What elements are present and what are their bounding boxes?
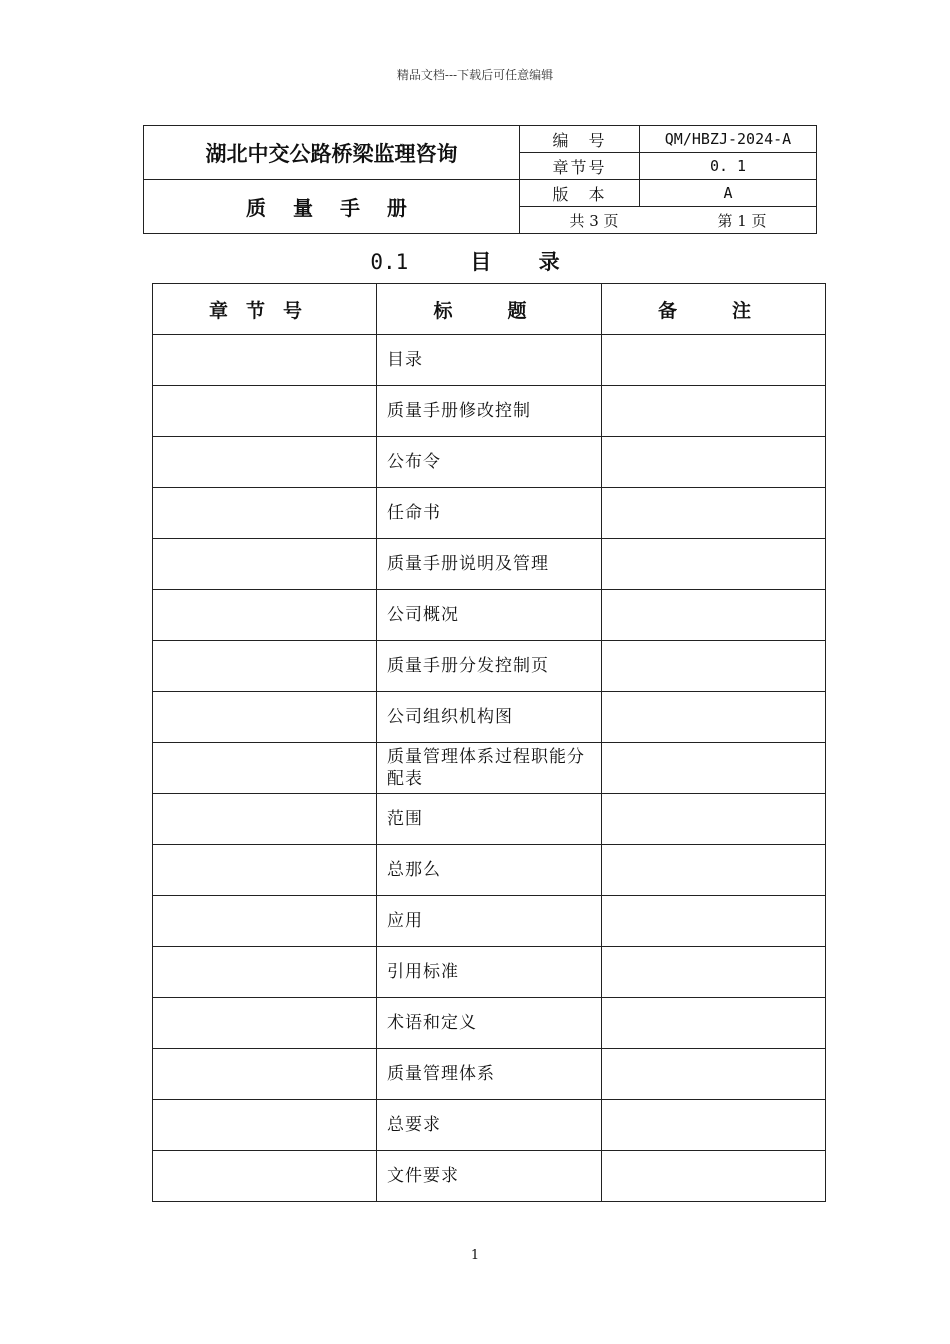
code-label: 编 号 — [520, 126, 640, 153]
version-value: A — [640, 180, 817, 207]
section-cell — [153, 335, 377, 386]
section-cell — [153, 947, 377, 998]
remark-cell — [602, 386, 826, 437]
code-value: QM/HBZJ-2024-A — [640, 126, 817, 153]
title-cell: 总那么 — [377, 845, 602, 896]
table-row — [153, 335, 826, 386]
remark-cell — [602, 896, 826, 947]
title-cell: 术语和定义 — [377, 998, 602, 1049]
table-row — [153, 794, 826, 845]
table-row — [153, 1049, 826, 1100]
title-cell: 公布令 — [377, 437, 602, 488]
remark-cell — [602, 1151, 826, 1202]
toc-rows — [153, 335, 826, 1202]
remark-cell — [602, 437, 826, 488]
table-row — [153, 947, 826, 998]
toc-table — [152, 283, 826, 1202]
title-cell: 范围 — [377, 794, 602, 845]
table-row — [153, 896, 826, 947]
page-number: 1 — [470, 1248, 480, 1263]
section-cell — [153, 437, 377, 488]
title-cell: 公司概况 — [377, 590, 602, 641]
title-cell: 质量手册说明及管理 — [377, 539, 602, 590]
table-row — [153, 1151, 826, 1202]
column-header-remark: 备 注 — [602, 284, 826, 335]
section-cell — [153, 896, 377, 947]
remark-cell — [602, 1049, 826, 1100]
title-cell: 总要求 — [377, 1100, 602, 1151]
remark-cell — [602, 692, 826, 743]
table-row — [153, 743, 826, 794]
title-cell: 公司组织机构图 — [377, 692, 602, 743]
title-cell: 引用标准 — [377, 947, 602, 998]
remark-cell — [602, 947, 826, 998]
section-cell — [153, 641, 377, 692]
manual-title: 质 量 手 册 — [144, 180, 520, 234]
title-cell: 目录 — [377, 335, 602, 386]
remark-cell — [602, 998, 826, 1049]
remark-cell — [602, 641, 826, 692]
remark-cell — [602, 590, 826, 641]
section-cell — [153, 488, 377, 539]
toc-number: 0.1 — [370, 250, 409, 274]
remark-cell — [602, 743, 826, 794]
column-header-section: 章节号 — [153, 284, 377, 335]
current-page: 第 1 页 — [717, 211, 767, 230]
total-pages: 共 3 页 — [569, 211, 619, 230]
table-row — [153, 641, 826, 692]
table-row — [153, 692, 826, 743]
title-cell: 质量管理体系 — [377, 1049, 602, 1100]
table-row — [153, 386, 826, 437]
table-row — [153, 488, 826, 539]
section-cell — [153, 539, 377, 590]
title-cell: 文件要求 — [377, 1151, 602, 1202]
title-cell: 应用 — [377, 896, 602, 947]
remark-cell — [602, 539, 826, 590]
toc-title: 目 录 — [470, 249, 580, 274]
version-label: 版 本 — [520, 180, 640, 207]
section-label: 章节号 — [520, 153, 640, 180]
remark-cell — [602, 845, 826, 896]
column-header-title: 标 题 — [377, 284, 602, 335]
remark-cell — [602, 488, 826, 539]
remark-cell — [602, 794, 826, 845]
remark-cell — [602, 1100, 826, 1151]
section-cell — [153, 1100, 377, 1151]
table-row — [153, 998, 826, 1049]
table-row — [153, 539, 826, 590]
section-value: 0. 1 — [640, 153, 817, 180]
table-row — [153, 845, 826, 896]
section-cell — [153, 743, 377, 794]
document-header — [143, 125, 817, 234]
section-cell — [153, 794, 377, 845]
section-cell — [153, 998, 377, 1049]
table-row — [153, 437, 826, 488]
section-cell — [153, 692, 377, 743]
remark-cell — [602, 335, 826, 386]
title-cell: 质量管理体系过程职能分配表 — [377, 743, 602, 794]
page-count-cell — [520, 207, 817, 234]
section-cell — [153, 1049, 377, 1100]
section-cell — [153, 590, 377, 641]
section-cell — [153, 845, 377, 896]
title-cell: 质量手册分发控制页 — [377, 641, 602, 692]
watermark-text: 精品文档---下载后可任意编辑 — [396, 68, 554, 82]
title-cell: 任命书 — [377, 488, 602, 539]
toc-heading — [0, 246, 950, 276]
section-cell — [153, 386, 377, 437]
section-cell — [153, 1151, 377, 1202]
title-cell: 质量手册修改控制 — [377, 386, 602, 437]
company-name: 湖北中交公路桥梁监理咨询 — [144, 126, 520, 180]
table-row — [153, 1100, 826, 1151]
table-row — [153, 590, 826, 641]
